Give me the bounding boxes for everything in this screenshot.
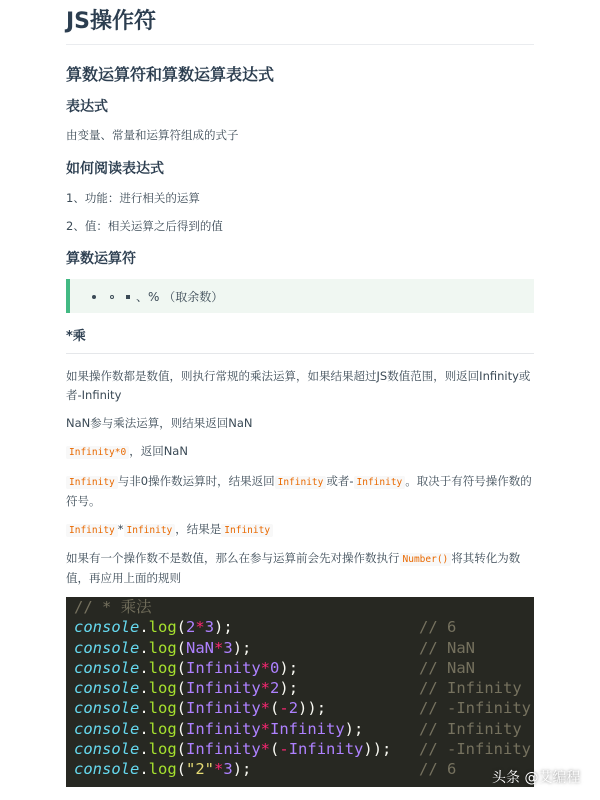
- code-token: .: [139, 760, 149, 779]
- code-token: (: [176, 699, 187, 718]
- code-token: .: [139, 618, 149, 637]
- code-token: console: [74, 699, 140, 718]
- inline-code: Infinity: [66, 476, 118, 489]
- code-token: 3: [204, 618, 215, 637]
- inline-code: Infinity*0: [66, 446, 129, 459]
- code-token: );: [307, 699, 327, 718]
- code-token: log: [148, 740, 177, 759]
- code-token: (: [270, 699, 280, 718]
- code-token: Infinity: [186, 699, 261, 718]
- divider: [66, 353, 534, 354]
- circle-bullet-icon: [110, 295, 114, 299]
- code-token: .: [139, 658, 149, 677]
- code-token: *: [260, 699, 271, 718]
- paragraph-2: NaN参与乘法运算，则结果返回NaN: [66, 416, 253, 430]
- disc-bullet-icon: [92, 295, 96, 299]
- code-token: *: [214, 760, 224, 779]
- code-token: console: [74, 679, 140, 698]
- code-token: log: [148, 658, 177, 677]
- code-token: (: [270, 740, 280, 759]
- paragraph-6: [66, 549, 534, 588]
- code-result-comment: // -Infinity: [419, 740, 531, 759]
- text: *: [117, 522, 124, 536]
- code-token: console: [74, 740, 140, 759]
- code-line: [74, 739, 534, 759]
- code-token: Infinity: [186, 679, 261, 698]
- code-token: *: [260, 679, 271, 698]
- code-token: *: [195, 618, 205, 637]
- code-token: (: [176, 638, 187, 657]
- section-heading: 算数运算符和算数运算表达式: [66, 65, 275, 84]
- code-lines: [74, 617, 534, 779]
- inline-code: Infinity: [124, 524, 176, 537]
- code-token: (: [176, 679, 187, 698]
- code-token: .: [139, 679, 149, 698]
- code-token: 3: [223, 760, 233, 779]
- multiply-heading: *乘: [66, 329, 86, 344]
- code-result-comment: // Infinity: [419, 719, 522, 738]
- code-line: [74, 678, 534, 698]
- inline-code: Infinity: [275, 476, 327, 489]
- expression-heading: 表达式: [66, 99, 108, 115]
- code-token: Infinity: [186, 719, 261, 738]
- inline-code: Infinity: [354, 476, 406, 489]
- inline-code: Infinity: [66, 524, 118, 537]
- text: 将其转化为数值，再应用上面的规则: [66, 551, 521, 585]
- article: [66, 0, 534, 585]
- page-title: JS操作符: [66, 6, 534, 45]
- code-token: );: [232, 760, 252, 779]
- text: ，返回NaN: [129, 444, 188, 458]
- code-line: [74, 759, 534, 779]
- code-token: (: [176, 719, 187, 738]
- code-token: 2: [288, 699, 299, 718]
- square-bullet-icon: [126, 295, 130, 299]
- code-token: );: [344, 719, 364, 738]
- paragraph-4: [66, 472, 534, 511]
- code-token: 3: [223, 638, 233, 657]
- inline-code: Infinity: [221, 524, 273, 537]
- code-token: log: [148, 679, 177, 698]
- code-token: .: [139, 740, 149, 759]
- code-line: [74, 617, 534, 637]
- code-token: *: [260, 740, 271, 759]
- code-line: [74, 719, 534, 739]
- code-line: [74, 658, 534, 678]
- code-result-comment: // -Infinity: [419, 699, 531, 718]
- code-result-comment: // 6: [419, 618, 457, 637]
- code-token: 2: [186, 618, 196, 637]
- code-token: -: [279, 699, 289, 718]
- tip-text: 、% （取余数）: [136, 290, 224, 304]
- watermark: 头条 @艾编程: [492, 770, 581, 786]
- code-result-comment: // 6: [419, 760, 457, 779]
- code-token: );: [372, 740, 392, 759]
- code-token: ): [298, 699, 308, 718]
- code-token: console: [74, 760, 140, 779]
- code-token: .: [139, 719, 149, 738]
- code-line: [74, 698, 534, 718]
- text: 与非0操作数运算时，结果返回: [117, 474, 275, 488]
- code-token: 0: [270, 658, 280, 677]
- operators-heading: 算数运算符: [66, 251, 136, 267]
- code-token: "2": [186, 760, 215, 779]
- code-token: log: [148, 760, 177, 779]
- code-token: *: [214, 638, 224, 657]
- code-result-comment: // NaN: [419, 658, 475, 677]
- text: ，结果是: [175, 522, 222, 536]
- code-block: [66, 597, 534, 787]
- code-token: );: [232, 638, 252, 657]
- tip-block: [66, 279, 534, 313]
- expression-definition: 由变量、常量和运算符组成的式子: [66, 128, 239, 142]
- code-result-comment: // NaN: [419, 638, 475, 657]
- code-token: Infinity: [270, 719, 345, 738]
- text: 如果有一个操作数不是数值，那么在参与运算前会先对操作数执行: [66, 551, 400, 565]
- code-token: );: [279, 658, 299, 677]
- code-token: );: [214, 618, 233, 637]
- code-token: log: [148, 699, 177, 718]
- code-token: console: [74, 658, 140, 677]
- text: 。取决于有符号操作数的符号。: [66, 474, 532, 508]
- code-token: *: [260, 658, 271, 677]
- code-token: (: [176, 658, 187, 677]
- code-token: .: [139, 699, 149, 718]
- code-token: Infinity: [288, 740, 364, 759]
- code-token: ): [363, 740, 373, 759]
- code-comment: // * 乘法: [74, 598, 152, 616]
- code-token: log: [148, 638, 177, 657]
- inline-code: Number(): [400, 553, 452, 566]
- code-token: 2: [270, 679, 280, 698]
- read-heading: 如何阅读表达式: [66, 161, 164, 177]
- text: 或者-: [326, 474, 354, 488]
- paragraph-5: [66, 520, 534, 540]
- code-token: log: [148, 618, 177, 637]
- code-token: Infinity: [186, 658, 261, 677]
- code-token: log: [148, 719, 177, 738]
- tip-list: [92, 288, 223, 305]
- code-result-comment: // Infinity: [419, 679, 522, 698]
- code-token: (: [176, 740, 187, 759]
- code-token: .: [139, 638, 149, 657]
- code-token: NaN: [186, 638, 215, 657]
- code-token: *: [260, 719, 271, 738]
- code-line: [74, 638, 534, 658]
- code-token: console: [74, 618, 140, 637]
- code-token: (: [176, 760, 187, 779]
- code-token: );: [279, 679, 299, 698]
- read-item-2: 2、值：相关运算之后得到的值: [66, 219, 223, 233]
- code-token: Infinity: [186, 740, 261, 759]
- paragraph-3: [66, 442, 534, 462]
- code-token: -: [279, 740, 289, 759]
- code-token: console: [74, 719, 140, 738]
- paragraph-1: 如果操作数都是数值，则执行常规的乘法运算，如果结果超过JS数值范围，则返回Infinity或者-Infinity: [66, 369, 531, 402]
- code-token: console: [74, 638, 140, 657]
- code-token: (: [176, 618, 187, 637]
- read-item-1: 1、功能：进行相关的运算: [66, 191, 200, 205]
